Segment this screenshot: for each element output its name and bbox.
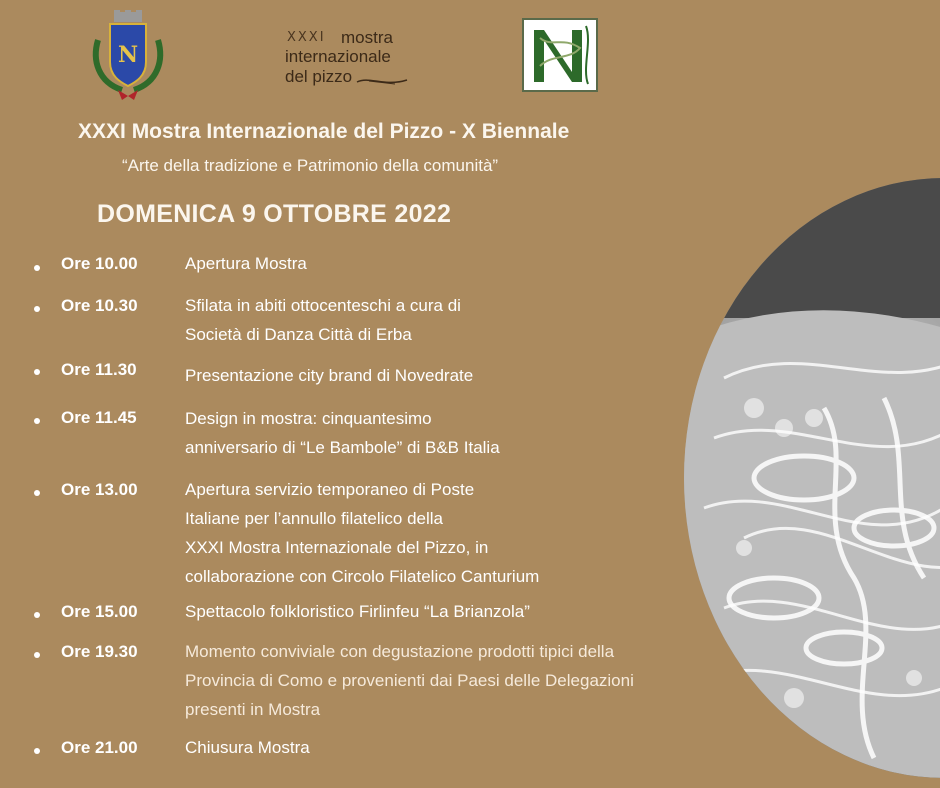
schedule-description-line: Apertura Mostra — [185, 254, 307, 273]
logo-text-line-2: internazionale — [285, 47, 391, 66]
event-subtitle: “Arte della tradizione e Patrimonio della comunità” — [122, 156, 499, 175]
lace-photo — [684, 178, 940, 778]
schedule-time: Ore 11.30 — [61, 360, 137, 379]
schedule-description — [185, 361, 473, 390]
schedule-description-line: Momento conviviale con degustazione prodotti tipici della — [185, 642, 615, 661]
mostra-pizzo-logo — [283, 28, 413, 92]
schedule-description-line: presenti in Mostra — [185, 700, 321, 719]
schedule-time: Ore 21.00 — [61, 738, 138, 757]
schedule-description — [185, 249, 307, 278]
schedule-time: Ore 11.45 — [61, 408, 137, 427]
bullet-icon — [34, 490, 40, 496]
association-logo — [522, 18, 598, 92]
schedule-time: Ore 19.30 — [61, 642, 138, 661]
schedule-time: Ore 13.00 — [61, 480, 138, 499]
schedule-description-line: Provincia di Como e provenienti dai Paesi delle Delegazioni — [185, 671, 634, 690]
schedule-time: Ore 10.30 — [61, 296, 138, 315]
municipality-crest-logo — [88, 10, 168, 102]
schedule-description-line: Chiusura Mostra — [185, 738, 310, 757]
schedule-description-line: Società di Danza Città di Erba — [185, 325, 412, 344]
bullet-icon — [34, 748, 40, 754]
schedule-description — [185, 475, 539, 591]
logo-text-line-1: mostra — [341, 28, 393, 47]
bullet-icon — [34, 652, 40, 658]
bullet-icon — [34, 418, 40, 424]
schedule-time: Ore 15.00 — [61, 602, 138, 621]
schedule-description-line: anniversario di “Le Bambole” di B&B Italia — [185, 438, 500, 457]
schedule-description-line: Italiane per l’annullo filatelico della — [185, 509, 443, 528]
schedule-description — [185, 291, 461, 349]
logo-text-line-3: del pizzo — [285, 67, 353, 86]
schedule-description-line: Spettacolo folkloristico Firlinfeu “La Brianzola” — [185, 602, 530, 621]
schedule-description-line: collaborazione con Circolo Filatelico Canturium — [185, 567, 540, 586]
needle-icon — [355, 75, 409, 89]
schedule-description — [185, 733, 310, 762]
schedule-description-line: Apertura servizio temporaneo di Poste — [185, 480, 475, 499]
schedule-description — [185, 597, 530, 626]
bullet-icon — [34, 369, 40, 375]
schedule-description-line: XXXI Mostra Internazionale del Pizzo, in — [185, 538, 489, 557]
logo-edition-text: XXXI — [287, 30, 326, 45]
bullet-icon — [34, 265, 40, 271]
schedule-time: Ore 10.00 — [61, 254, 138, 273]
bullet-icon — [34, 612, 40, 618]
schedule-description — [185, 404, 500, 462]
schedule-description-line: Design in mostra: cinquantesimo — [185, 409, 432, 428]
event-title: XXXI Mostra Internazionale del Pizzo - X Biennale — [78, 120, 570, 143]
event-date: DOMENICA 9 OTTOBRE 2022 — [97, 200, 452, 228]
schedule-description-line: Presentazione city brand di Novedrate — [185, 366, 474, 385]
bullet-icon — [34, 306, 40, 312]
schedule-description-line: Sfilata in abiti ottocenteschi a cura di — [185, 296, 461, 315]
svg-text:N: N — [117, 42, 139, 68]
schedule-description — [185, 637, 634, 724]
